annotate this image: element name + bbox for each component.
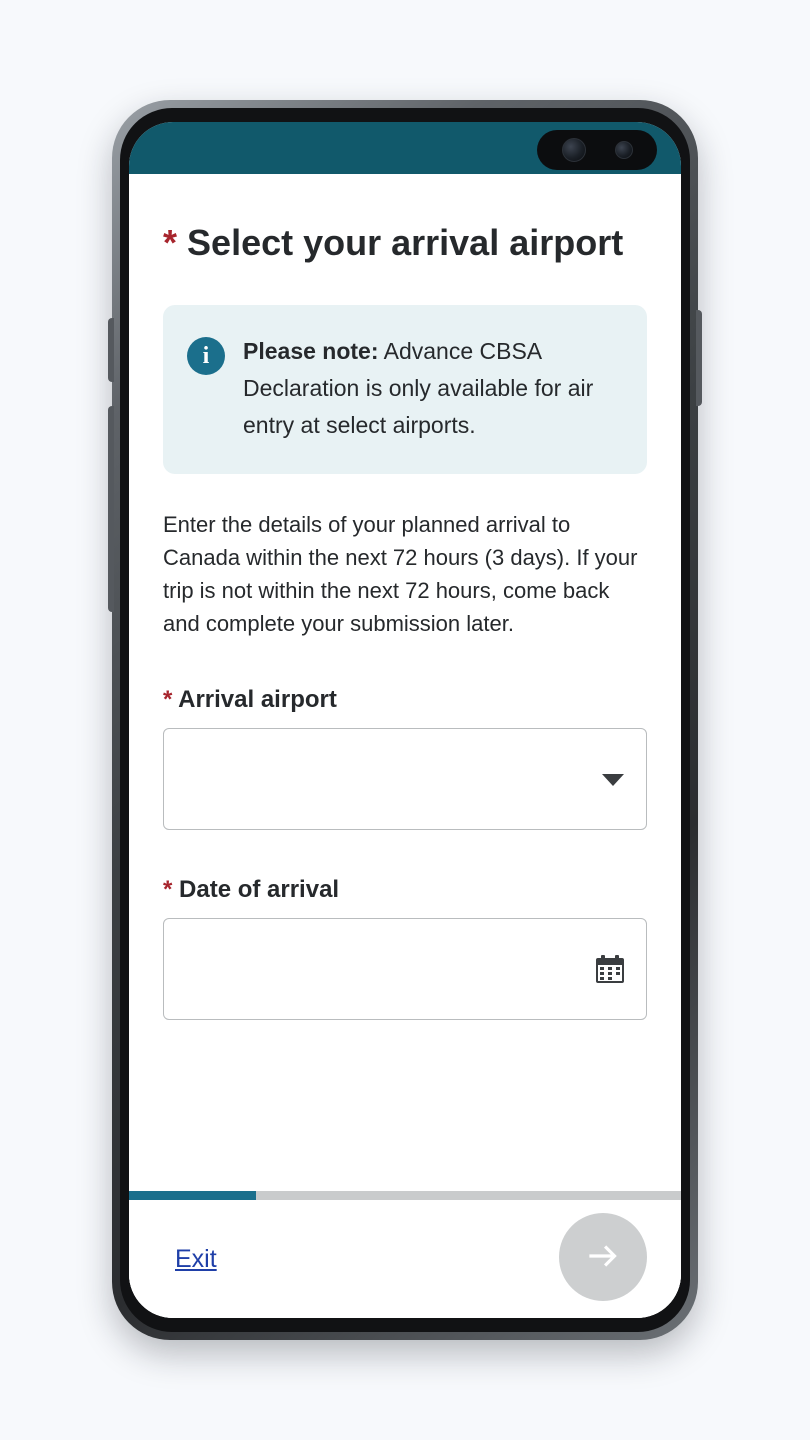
phone-button-power[interactable] [696,310,702,406]
arrival-airport-input[interactable] [164,729,646,829]
required-asterisk: * [163,875,173,903]
field-date-of-arrival [163,876,647,1020]
phone-screen [129,122,681,1318]
next-button[interactable] [559,1213,647,1301]
camera-cutout [537,130,657,170]
date-of-arrival-input[interactable] [164,919,646,1019]
footer-bar [129,1200,681,1318]
app-content [129,174,681,1318]
note-lead: Please note: [243,338,379,365]
intro-paragraph: Enter the details of your planned arrival to Canada within the next 72 hours (3 days). If your trip is not within the next 72 hours, come back and complete your submission later. [163,511,638,636]
date-of-arrival-label-text: Date of arrival [179,875,340,903]
camera-lens-secondary-icon [615,141,633,159]
date-of-arrival-field[interactable] [163,918,647,1020]
arrival-airport-label [163,686,647,714]
status-bar [129,122,681,174]
note-body: Advance CBSA Declaration is only available for air entry at select airports. [243,338,594,438]
phone-device [112,100,698,1340]
phone-button-lower[interactable] [108,508,114,612]
required-asterisk: * [163,685,173,713]
please-note-callout [163,305,647,473]
field-arrival-airport [163,686,647,830]
info-icon: i [187,337,225,375]
progress-bar-fill [129,1191,256,1200]
page-title [163,222,647,263]
calendar-icon[interactable] [594,953,626,985]
exit-link[interactable]: Exit [175,1244,217,1273]
arrival-airport-select[interactable] [163,728,647,830]
camera-lens-main-icon [562,138,586,162]
required-asterisk: * [163,222,178,263]
phone-bezel [120,108,690,1332]
arrival-airport-label-text: Arrival airport [178,685,337,713]
date-of-arrival-label [163,876,647,904]
chevron-down-icon[interactable] [602,774,624,786]
note-text [243,333,621,443]
phone-button-bixby[interactable] [108,318,114,382]
page-title-text: Select your arrival airport [187,222,624,263]
arrow-right-icon [582,1235,624,1280]
progress-bar [129,1191,681,1200]
